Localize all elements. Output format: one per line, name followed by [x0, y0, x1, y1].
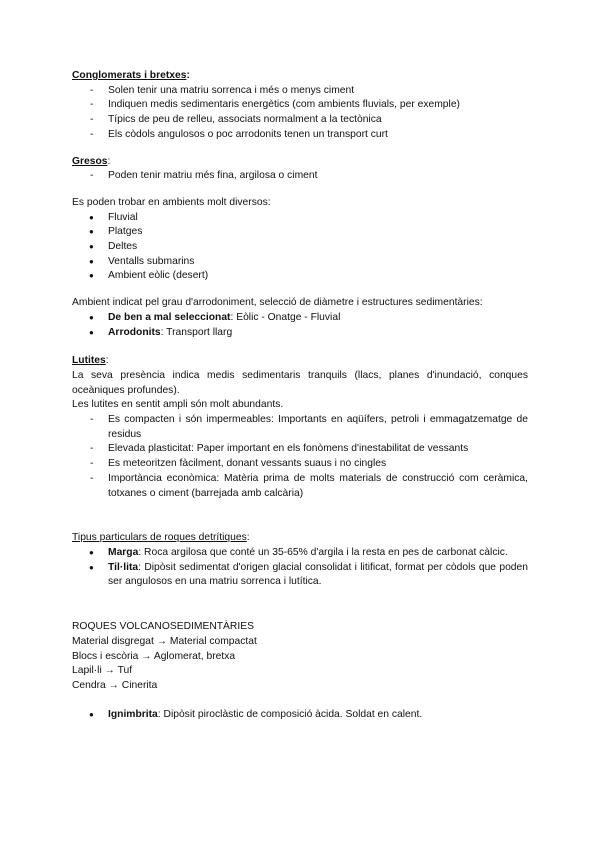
list-item: - Poden tenir matriu més fina, argilosa o ciment — [72, 169, 528, 184]
volcano-line: Cendra → Cinerita — [72, 679, 158, 691]
arrodoniment-list — [72, 311, 528, 340]
list-item: ● Til·lita: Dipòsit sedimentat d'origen glacial consolidat i litificat, format per còdols que poden ser angulosos en una matriu sorrenca i lutítica. — [72, 561, 528, 590]
list-item: ● Ventalls submarins — [72, 255, 528, 270]
list-item: ● Arrodonits: Transport llarg — [72, 326, 528, 341]
lutites-heading: Lutites — [72, 355, 106, 367]
lutites-list — [72, 413, 528, 501]
tipus-heading: Tipus particulars de roques detrítiques — [72, 532, 247, 544]
volcano-line: Lapil·li → Tuf — [72, 665, 133, 677]
conglomerats-heading-line: Conglomerats i bretxes: — [72, 70, 190, 81]
list-item: - Els còdols angulosos o poc arrodonits tenen un transport curt — [72, 128, 528, 143]
list-item: ● De ben a mal seleccionat: Eòlic - Onatge - Fluvial — [72, 311, 528, 326]
gresos-heading: Gresos — [72, 155, 108, 167]
ambients-intro: Es poden trobar en ambients molt diversos: — [72, 196, 271, 208]
list-item: - Es compacten i són impermeables: Importants en aqüífers, petroli i emmagatzematge de residus — [72, 413, 528, 442]
list-item: ● Fluvial — [72, 211, 528, 226]
list-item: ● Deltes — [72, 240, 528, 255]
list-item: ● Ambient eòlic (desert) — [72, 269, 528, 284]
list-item: ● Platges — [72, 225, 528, 240]
list-item: ● Ignimbrita: Dipòsit piroclàstic de composició àcida. Soldat en calent. — [72, 708, 528, 723]
lutites-para-1: La seva presència indica medis sedimentaris tranquils (llacs, planes d'inundació, conques oceàniques profundes). — [72, 369, 528, 396]
list-item: - Elevada plasticitat: Paper important en els fonòmens d'inestabilitat de vessants — [72, 442, 528, 457]
volcano-line: Blocs i escòria → Aglomerat, bretxa — [72, 650, 236, 662]
list-item: ● Marga: Roca argilosa que conté un 35-65% d'argila i la resta en pes de carbonat càlcic. — [72, 546, 528, 561]
gresos-heading-line: Gresos: — [72, 155, 111, 167]
volcano-heading: ROQUES VOLCANOSEDIMENTÀRIES — [72, 621, 254, 633]
gresos-list — [72, 169, 528, 184]
list-item: - Solen tenir una matriu sorrenca i més o menys ciment — [72, 84, 528, 99]
list-item: - Es meteoritzen fàcilment, donant vessants suaus i no cingles — [72, 457, 528, 472]
list-item: - Importància econòmica: Matèria prima de molts materials de construcció com ceràmica, totxanes o ciment (barrejada amb calcària) — [72, 472, 528, 501]
volcano-list — [72, 708, 528, 723]
tipus-list — [72, 546, 528, 590]
ambients-list — [72, 211, 528, 285]
list-item: - Indiquen medis sedimentaris energètics (com ambients fluvials, per exemple) — [72, 98, 528, 113]
list-item: - Típics de peu de relleu, associats normalment a la tectònica — [72, 113, 528, 128]
conglomerats-list — [72, 84, 528, 143]
arrodoniment-intro: Ambient indicat pel grau d'arrodoniment, selecció de diàmetre i estructures sedimentàries: — [72, 297, 483, 309]
conglomerats-heading: Conglomerats i bretxes — [72, 70, 187, 81]
volcano-line: Material disgregat → Material compactat — [72, 635, 257, 647]
lutites-heading-line: Lutites: — [72, 355, 109, 367]
document-page — [72, 69, 528, 722]
tipus-heading-line: Tipus particulars de roques detrítiques: — [72, 532, 250, 544]
lutites-para-2: Les lutites en sentit ampli són molt abundants. — [72, 399, 284, 411]
